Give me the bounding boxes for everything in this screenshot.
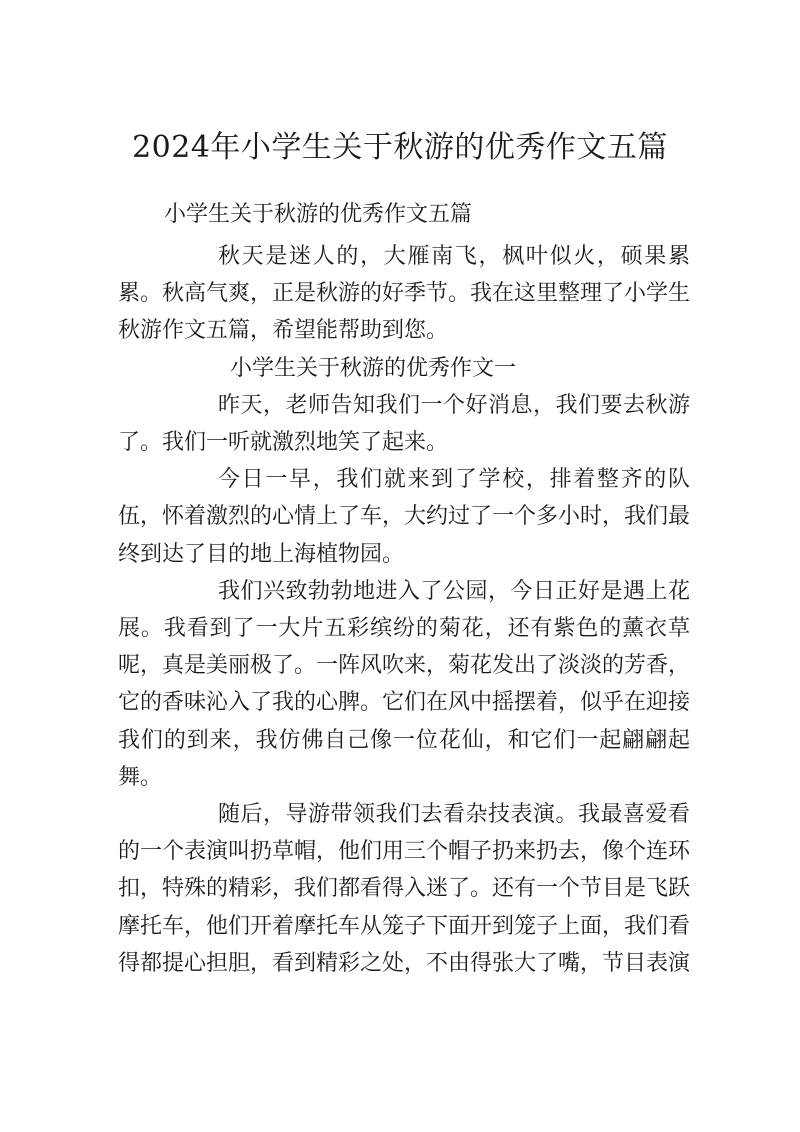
document-title: 2024年小学生关于秋游的优秀作文五篇 [132,130,668,165]
body-paragraph: 我们兴致勃勃地进入了公园，今日正好是遇上花展。我看到了一大片五彩缤纷的菊花，还有紫色的薰衣草呢，真是美丽极了。一阵风吹来，菊花发出了淡淡的芳香，它的香味沁入了我的心脾。它们在风中摇摆着，似乎在迎接我们的到来，我仿佛自己像一位花仙，和它们一起翩翩起舞。 [118,578,691,790]
body-paragraph: 随后，导游带领我们去看杂技表演。我最喜爱看的一个表演叫扔草帽，他们用三个帽子扔来扔去，像个连环扣，特殊的精彩，我们都看得入迷了。还有一个节目是飞跃摩托车，他们开着摩托车从笼子下面开到笼子上面，我们看得都提心担胆，看到精彩之处，不由得张大了嘴，节目表演 [118,802,691,976]
document-subtitle: 小学生关于秋游的优秀作文五篇 [164,202,473,227]
section-heading: 小学生关于秋游的优秀作文一 [230,355,517,381]
document-body [118,238,690,982]
body-paragraph: 今日一早，我们就来到了学校，排着整齐的队伍，怀着激烈的心情上了车，大约过了一个多小时，我们最终到达了目的地上海植物园。 [118,467,691,567]
intro-paragraph: 秋天是迷人的，大雁南飞，枫叶似火，硕果累累。秋高气爽，正是秋游的好季节。我在这里整理了小学生秋游作文五篇，希望能帮助到您。 [118,244,691,344]
body-paragraph: 昨天，老师告知我们一个好消息，我们要去秋游了。我们一听就激烈地笑了起来。 [118,392,690,456]
